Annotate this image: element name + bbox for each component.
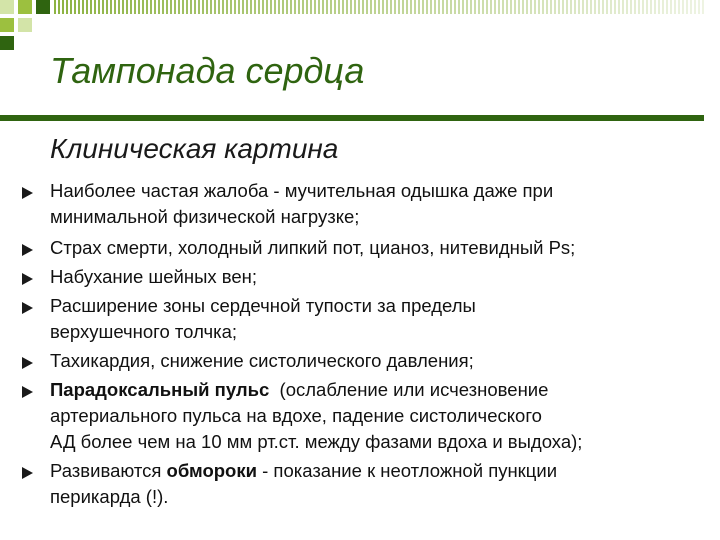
decor-square <box>36 0 50 14</box>
list-item: Тахикардия, снижение систолического давления; <box>22 348 702 374</box>
decor-square <box>0 0 14 14</box>
decor-square <box>0 18 14 32</box>
list-item: Парадоксальный пульс (ослабление или исчезновение артериального пульса на вдохе, падение систолического АД более чем на 10 мм рт.ст. между фазами вдоха и выдоха); <box>22 377 702 455</box>
header-stripe-band <box>54 0 704 14</box>
slide-title: Тампонада сердца <box>50 50 365 91</box>
list-item: Страх смерти, холодный липкий пот, цианоз, нитевидный Ps; <box>22 235 702 261</box>
triangle-bullet-icon <box>22 244 33 256</box>
bold-term: Парадоксальный пульс <box>50 379 270 400</box>
slide-subtitle: Клиническая картина <box>50 133 339 164</box>
list-item: Развиваются обмороки - показание к неотложной пункции перикарда (!). <box>22 458 702 510</box>
bold-term: обмороки <box>166 460 257 481</box>
triangle-bullet-icon <box>22 187 33 199</box>
decor-square <box>18 18 32 32</box>
decor-square <box>0 36 14 50</box>
bullet-list <box>22 178 702 510</box>
list-item: Набухание шейных вен; <box>22 264 702 290</box>
triangle-bullet-icon <box>22 357 33 369</box>
list-item: Расширение зоны сердечной тупости за пределы верхушечного толчка; <box>22 293 702 345</box>
triangle-bullet-icon <box>22 273 33 285</box>
triangle-bullet-icon <box>22 467 33 479</box>
decor-square <box>18 0 32 14</box>
list-item: Наиболее частая жалоба - мучительная одышка даже при минимальной физической нагрузке; <box>22 178 702 230</box>
triangle-bullet-icon <box>22 386 33 398</box>
triangle-bullet-icon <box>22 302 33 314</box>
header-divider <box>0 115 704 121</box>
